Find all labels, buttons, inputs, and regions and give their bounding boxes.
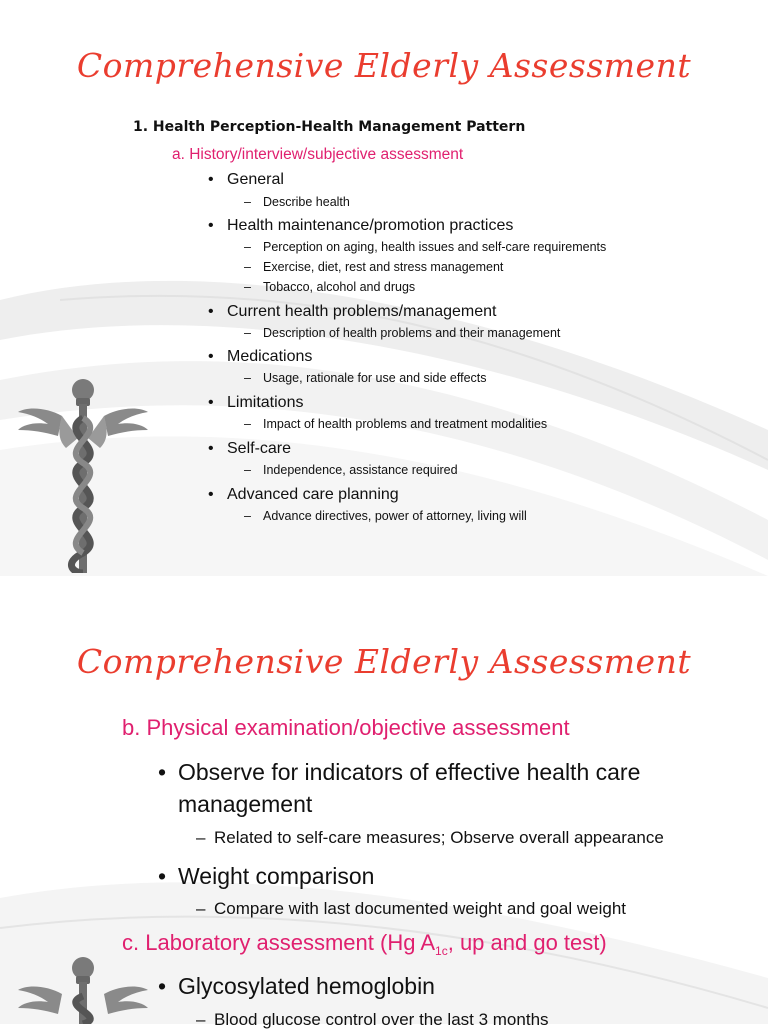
subsection-heading: a. History/interview/subjective assessment	[172, 146, 464, 163]
bullet-item: • Weight comparison	[158, 860, 374, 892]
sub-bullet-item: – Impact of health problems and treatment modalities	[244, 417, 547, 431]
bullet-item: • Self-care	[208, 440, 291, 458]
slide-title: Comprehensive Elderly Assessment	[76, 46, 692, 85]
bullet-item: • Advanced care planning	[208, 486, 399, 504]
bullet-item: • Health maintenance/promotion practices	[208, 217, 513, 235]
sub-bullet-item: – Exercise, diet, rest and stress management	[244, 260, 503, 274]
slide-title: Comprehensive Elderly Assessment	[76, 642, 692, 681]
sub-bullet-item: – Usage, rationale for use and side effects	[244, 371, 487, 385]
sub-bullet-item: – Description of health problems and their management	[244, 326, 560, 340]
bullet-item: • Glycosylated hemoglobin	[158, 970, 435, 1002]
sub-bullet-item: – Compare with last documented weight and goal weight	[196, 899, 626, 919]
sub-bullet-item: – Perception on aging, health issues and self-care requirements	[244, 240, 606, 254]
sub-bullet-item: – Tobacco, alcohol and drugs	[244, 280, 415, 294]
sub-bullet-item: – Blood glucose control over the last 3 months	[196, 1010, 549, 1030]
caduceus-icon	[18, 956, 148, 1024]
bullet-item: • Observe for indicators of effective health care management	[158, 756, 718, 820]
sub-bullet-item: – Related to self-care measures; Observe overall appearance	[196, 828, 664, 848]
caduceus-icon	[18, 378, 148, 573]
bullet-item: • Medications	[208, 348, 312, 366]
subsection-heading: b. Physical examination/objective assessment	[122, 715, 570, 740]
bullet-item: • Current health problems/management	[208, 303, 496, 321]
bullet-item: • General	[208, 171, 284, 189]
section-heading: 1. Health Perception-Health Management Pattern	[133, 119, 526, 135]
sub-bullet-item: – Advance directives, power of attorney, living will	[244, 509, 527, 523]
sub-bullet-item: – Independence, assistance required	[244, 463, 458, 477]
bullet-item: • Limitations	[208, 394, 303, 412]
subsection-heading: c. Laboratory assessment (Hg $A_{1c}$, up and go test)	[122, 930, 607, 958]
sub-bullet-item: – Describe health	[244, 195, 350, 209]
